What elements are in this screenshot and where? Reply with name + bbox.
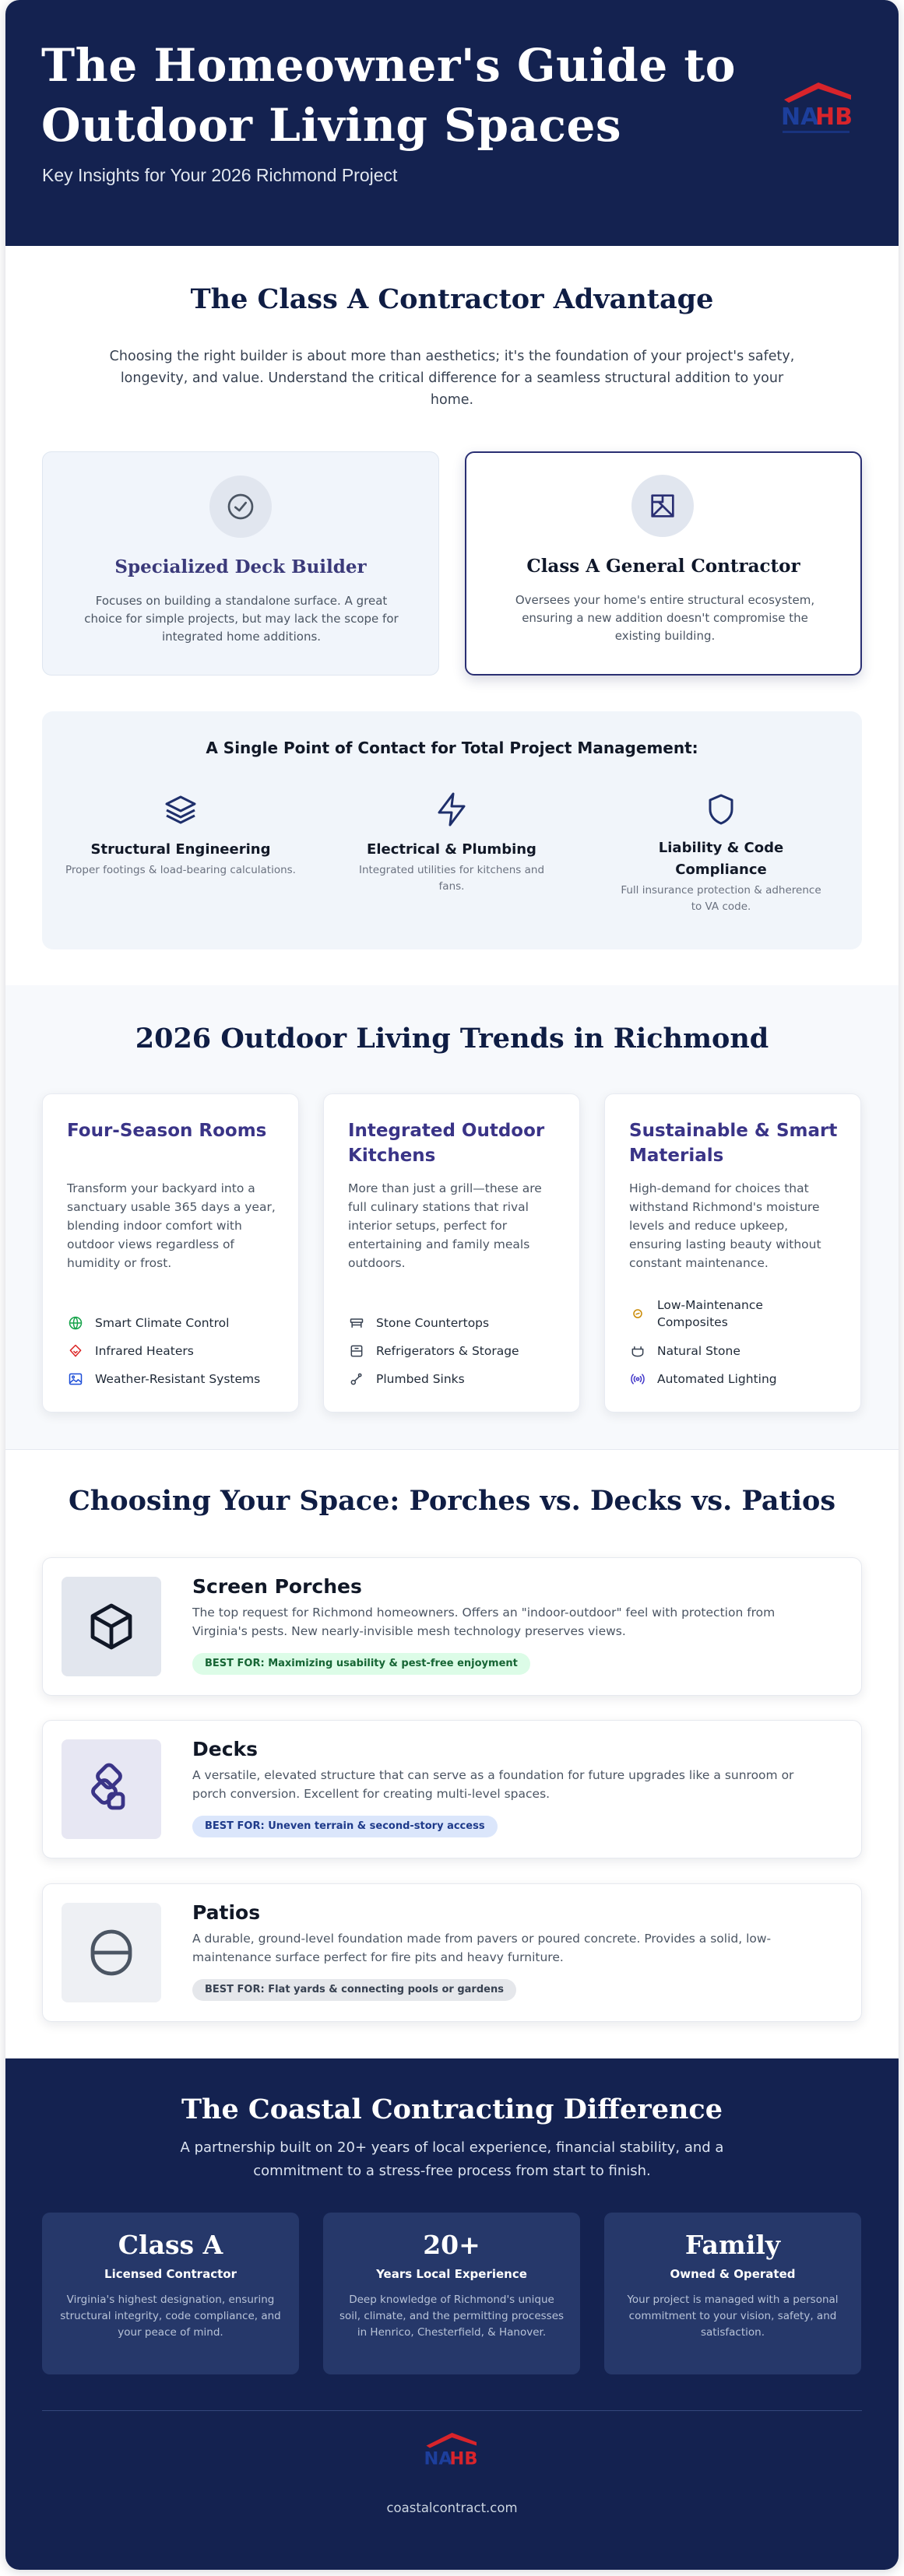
spoc-title: A Single Point of Contact for Total Project Management: <box>206 739 698 757</box>
spoc-item-desc: Proper footings & load-bearing calculations. <box>65 864 296 876</box>
trend-feature <box>629 1342 855 1360</box>
stat-desc: Your project is managed with a personal commitment to your vision, safety, and satisfaction. <box>627 2293 839 2339</box>
stat-label: Licensed Contractor <box>104 2267 237 2281</box>
space-card-patios <box>42 1883 862 2022</box>
space-card-decks <box>42 1720 862 1858</box>
trend-feature-label: Infrared Heaters <box>95 1344 194 1358</box>
stat-card-class-a <box>42 2213 299 2374</box>
general-contractor-desc: Oversees your home's entire structural ecosystem, ensuring a new addition doesn't compromise the existing building. <box>515 593 815 643</box>
image-icon <box>67 1370 84 1388</box>
spaces-title: Choosing Your Space: Porches vs. Decks vs. Patios <box>68 1485 836 1517</box>
spoc-item-title: Liability & Code Compliance <box>658 840 784 878</box>
general-contractor-title: Class A General Contractor <box>526 556 800 577</box>
leaf-icon <box>629 1305 646 1322</box>
page-title <box>41 36 742 156</box>
title-line-1: The Homeowner's Guide to <box>41 39 736 92</box>
footer-lead: A partnership built on 20+ years of local experience, financial stability, and a commitment to a stress-free process from start to finish. <box>180 2139 724 2179</box>
trend-feature-label: Weather-Resistant Systems <box>95 1372 261 1386</box>
best-for-badge: BEST FOR: Maximizing usability & pest-free enjoyment <box>192 1653 530 1675</box>
trend-card-sustainable <box>604 1093 861 1413</box>
trend-card-desc: High-demand for choices that withstand Richmond's moisture levels and reduce upkeep, ensuring lasting beauty without constant maintenance. <box>629 1181 821 1270</box>
faucet-icon <box>348 1370 365 1388</box>
space-title: Screen Porches <box>192 1575 362 1598</box>
space-desc: The top request for Richmond homeowners. Offers an "indoor-outdoor" feel with protection from Virginia's pests. New nearly-invisible mesh technology preserves views. <box>192 1606 776 1638</box>
stat-value: 20+ <box>423 2230 480 2260</box>
footer-divider <box>42 2410 862 2411</box>
space-desc: A durable, ground-level foundation made from pavers or poured concrete. Provides a solid, low-maintenance surface perfect for fire pits and heavy furniture. <box>192 1932 772 1964</box>
layers-icon <box>64 789 297 830</box>
deck-builder-card <box>42 451 439 676</box>
deck-blocks-icon <box>62 1739 161 1839</box>
spoc-item-desc: Full insurance protection & adherence to VA code. <box>621 884 821 913</box>
space-card-screen-porches <box>42 1557 862 1696</box>
trend-feature <box>348 1342 574 1360</box>
advantage-title: The Class A Contractor Advantage <box>190 283 714 315</box>
best-for-badge: BEST FOR: Uneven terrain & second-story access <box>192 1816 498 1837</box>
trend-feature <box>629 1297 800 1331</box>
spoc-item-desc: Integrated utilities for kitchens and fans. <box>358 864 545 893</box>
trend-feature-label: Smart Climate Control <box>95 1316 230 1330</box>
trends-title: 2026 Outdoor Living Trends in Richmond <box>135 1023 769 1055</box>
footer-title: The Coastal Contracting Difference <box>181 2093 723 2125</box>
svg-text:HB: HB <box>815 104 853 131</box>
trend-feature <box>348 1370 574 1388</box>
single-point-contact-panel <box>42 711 862 949</box>
section-divider <box>5 1449 899 1450</box>
space-title: Patios <box>192 1901 261 1924</box>
trend-feature-label: Stone Countertops <box>376 1316 490 1330</box>
best-for-badge: BEST FOR: Flat yards & connecting pools or gardens <box>192 1979 516 2001</box>
footer-section <box>5 2058 899 2570</box>
stat-desc: Deep knowledge of Richmond's unique soil, climate, and the permitting processes in Henrico, Chesterfield, & Hanover. <box>339 2293 565 2339</box>
spoc-item-title: Electrical & Plumbing <box>367 841 536 858</box>
trend-feature <box>67 1370 293 1388</box>
trend-feature <box>629 1370 855 1388</box>
fridge-icon <box>348 1342 365 1360</box>
header-banner <box>5 0 899 246</box>
trend-feature-label: Refrigerators & Storage <box>376 1344 519 1358</box>
infographic-page <box>5 0 899 2570</box>
broadcast-icon <box>629 1370 646 1388</box>
nahb-logo <box>770 76 864 139</box>
advantage-lead: Choosing the right builder is about more than aesthetics; it's the foundation of your project's safety, longevity, and value. Understand the critical difference for a seamless structural addition to your home. <box>109 349 795 408</box>
shield-icon <box>604 789 838 830</box>
stat-value: Family <box>684 2230 781 2260</box>
lightning-icon <box>335 789 568 830</box>
spoc-item-title: Structural Engineering <box>90 841 271 858</box>
patio-slab-icon <box>62 1903 161 2002</box>
stat-desc: Virginia's highest designation, ensuring structural integrity, code compliance, and your peace of mind. <box>60 2293 281 2339</box>
diamond-icon <box>67 1342 84 1360</box>
trend-feature <box>67 1342 293 1360</box>
stat-label: Years Local Experience <box>376 2267 527 2281</box>
deck-builder-title: Specialized Deck Builder <box>114 556 367 577</box>
nahb-logo <box>416 2428 486 2475</box>
trend-feature-label: Low-Maintenance Composites <box>657 1298 763 1329</box>
space-title: Decks <box>192 1738 259 1760</box>
svg-text:NA: NA <box>781 104 819 131</box>
trend-feature <box>348 1314 574 1332</box>
trend-card-title: Integrated Outdoor Kitchens <box>348 1121 545 1166</box>
title-line-2: Outdoor Living Spaces <box>41 99 622 152</box>
page-subtitle: Key Insights for Your 2026 Richmond Project <box>42 165 398 185</box>
trend-card-desc: More than just a grill—these are full culinary stations that rival interior setups, perfect for entertaining and family meals outdoors. <box>348 1181 542 1270</box>
trend-card-title: Sustainable & Smart Materials <box>629 1121 838 1166</box>
spoc-item-electrical <box>335 789 568 895</box>
svg-text:NA: NA <box>424 2448 452 2469</box>
stat-label: Owned & Operated <box>670 2267 796 2281</box>
spoc-item-liability <box>604 789 838 915</box>
countertop-icon <box>348 1314 365 1332</box>
check-circle-icon <box>209 476 272 538</box>
stat-card-experience <box>323 2213 580 2374</box>
stat-card-family <box>604 2213 861 2374</box>
stone-icon <box>629 1342 646 1360</box>
trend-feature-label: Plumbed Sinks <box>376 1372 465 1386</box>
deck-builder-desc: Focuses on building a standalone surface. A great choice for simple projects, but may lack the scope for integrated home additions. <box>84 594 399 644</box>
trend-card-title: Four-Season Rooms <box>67 1121 267 1141</box>
spoc-item-structural <box>64 789 297 879</box>
globe-icon <box>67 1314 84 1332</box>
trend-feature-label: Automated Lighting <box>657 1372 777 1386</box>
trend-card-four-season <box>42 1093 299 1413</box>
trend-feature-label: Natural Stone <box>657 1344 740 1358</box>
svg-text:HB: HB <box>449 2448 478 2469</box>
stat-value: Class A <box>118 2230 223 2260</box>
blueprint-icon <box>631 475 694 537</box>
space-desc: A versatile, elevated structure that can serve as a foundation for future upgrades like a sunroom or porch conversion. Excellent for creating multi-level spaces. <box>192 1768 794 1801</box>
general-contractor-card <box>465 451 862 676</box>
footer-website-link[interactable]: coastalcontract.com <box>386 2501 518 2515</box>
trend-card-kitchens <box>323 1093 580 1413</box>
trend-card-desc: Transform your backyard into a sanctuary usable 365 days a year, blending indoor comfort with outdoor views regardless of humidity or frost. <box>67 1181 276 1270</box>
trend-feature <box>67 1314 293 1332</box>
cube-icon <box>62 1577 161 1676</box>
